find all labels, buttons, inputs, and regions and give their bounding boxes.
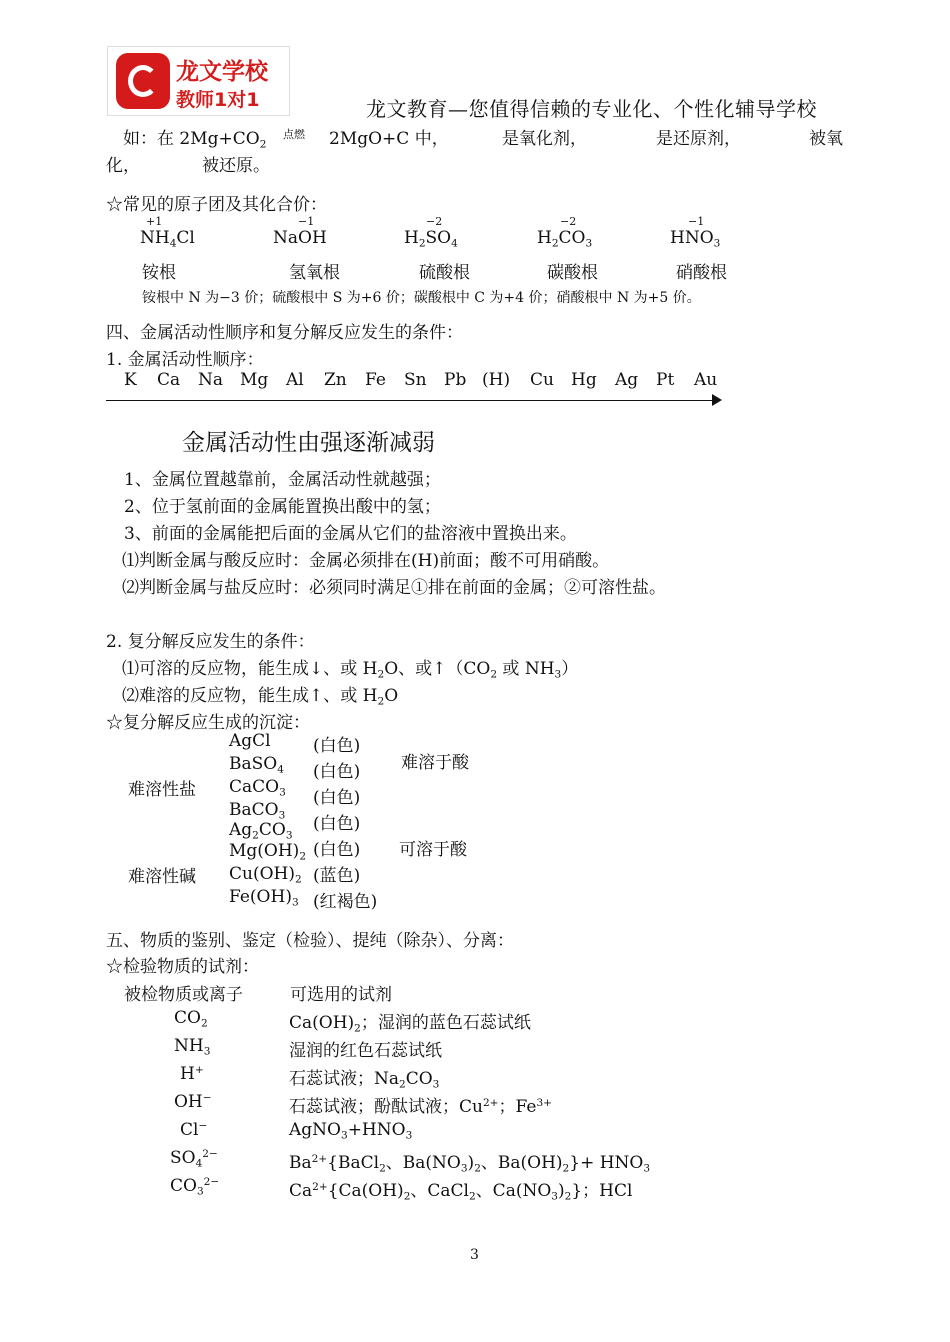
ppt-cuoh2: $Cu(OH)_2$: [229, 864, 302, 886]
color-baso4: (白色): [313, 762, 361, 782]
color-caco3: (白色): [313, 788, 361, 808]
activity-rule-1: 1、金属位置越靠前，金属活动性就越强；: [124, 470, 441, 490]
oxidized-blank: 被氧: [809, 129, 843, 149]
reagent-so4: $Ba^{2+}\{BaCl_2$、$Ba(NO_3)_2$、$Ba(OH)_2\}+ HNO_3$: [289, 1153, 651, 1175]
valence-note: 铵根中 N 为−3 价；硫酸根中 S 为+6 价；碳酸根中 C 为+4 价；硝酸根中 N 为+5 价。: [142, 290, 701, 306]
ion-h: H+: [180, 1064, 204, 1084]
name-nitrate: 硝酸根: [676, 263, 727, 283]
formula-h2co3: $H_2CO_3$: [537, 228, 593, 250]
metal-cu: Cu: [530, 370, 554, 390]
activity-trend: 金属活动性由强逐渐减弱: [182, 430, 435, 456]
header-slogan: 龙文教育—您值得信赖的专业化、个性化辅导学校: [366, 97, 817, 121]
formula-hno3: $HNO_3$: [670, 228, 721, 250]
activity-rule-3: 3、前面的金属能把后面的金属从它们的盐溶液中置换出来。: [124, 524, 577, 544]
metal-fe: Fe: [365, 370, 386, 390]
col-header-reagent: 可选用的试剂: [290, 985, 392, 1005]
color-cuoh2: (蓝色): [313, 866, 361, 886]
page-number: 3: [470, 1247, 479, 1263]
redox-line-2b: 被还原。: [202, 156, 270, 176]
logo-mark-icon: [116, 53, 170, 109]
section-4-heading: 四、金属活动性顺序和复分解反应发生的条件：: [106, 323, 463, 343]
ppt-baco3: BaCO$_3$: [229, 800, 286, 822]
name-sulfate: 硫酸根: [419, 263, 470, 283]
metal-na: Na: [198, 370, 224, 390]
formula-h2so4: $H_2SO_4$: [404, 228, 458, 250]
color-agcl: (白色): [313, 736, 361, 756]
metal-sn: Sn: [404, 370, 427, 390]
metathesis-condition-2: ⑵难溶的反应物，能生成↑、或 $H_2O$: [122, 686, 399, 708]
section-5-heading: 五、物质的鉴别、鉴定（检验）、提纯（除杂）、分离：: [106, 931, 514, 951]
soluble-in-acid: 可溶于酸: [399, 840, 467, 860]
reagent-h: 石蕊试液；$Na_2CO_3$: [289, 1069, 440, 1091]
precipitate-title: ☆复分解反应生成的沉淀：: [106, 713, 310, 733]
metal-pb: Pb: [444, 370, 467, 390]
ion-nh3: $NH_3$: [174, 1036, 211, 1058]
redox-line-2a: 化，: [106, 156, 140, 176]
metal-h: (H): [482, 370, 511, 390]
redox-line-1: 如：在 $2Mg+CO_2$: [123, 129, 267, 151]
metal-k: K: [124, 370, 137, 390]
valence-no3: −1: [688, 215, 705, 228]
valence-nh4: +1: [146, 215, 163, 228]
metal-ca: Ca: [157, 370, 181, 390]
metal-mg: Mg: [240, 370, 269, 390]
col-header-substance: 被检物质或离子: [124, 985, 243, 1005]
valence-oh: −1: [298, 215, 315, 228]
ppt-baso4: BaSO$_4$: [229, 754, 284, 776]
ppt-ag2co3: $Ag_2CO_3$: [229, 820, 293, 842]
activity-rule-4: ⑴判断金属与酸反应时：金属必须排在(H)前面；酸不可用硝酸。: [122, 551, 610, 571]
metal-au: Au: [694, 370, 718, 390]
ion-co3: $CO_3^{2-}$: [170, 1176, 220, 1198]
reagent-oh: 石蕊试液；酚酞试液；$Cu^{2+}$；$Fe^{3+}$: [289, 1097, 552, 1117]
ppt-mgoh2: $Mg(OH)_2$: [229, 841, 307, 863]
metal-ag: Ag: [615, 370, 639, 390]
reagent-co2: $Ca(OH)_2$；湿润的蓝色石蕊试纸: [289, 1013, 531, 1035]
trend-arrow-line: [106, 400, 718, 401]
ppt-feoh3: $Fe(OH)_3$: [229, 887, 299, 909]
activity-rule-5: ⑵判断金属与盐反应时：必须同时满足①排在前面的金属；②可溶性盐。: [122, 578, 666, 598]
reagent-co3: $Ca^{2+}\{Ca(OH)_2$、CaCl$_2$、$Ca(NO_3)_2$}；HCl: [289, 1181, 633, 1203]
ion-cl: Cl−: [180, 1120, 208, 1140]
metathesis-condition-1: ⑴可溶的反应物，能生成↓、或 $H_2O$、或$↑(CO_2$ 或 $NH_3$）: [122, 659, 579, 681]
name-hydroxide: 氢氧根: [289, 263, 340, 283]
name-ammonium: 铵根: [142, 263, 176, 283]
reagent-cl: $AgNO_3+HNO_3$: [289, 1120, 413, 1142]
metal-pt: Pt: [656, 370, 675, 390]
metal-zn: Zn: [324, 370, 347, 390]
color-baco3: (白色): [313, 814, 361, 834]
reaction-condition: 点燃: [283, 128, 305, 141]
color-feoh3: (红褐色): [313, 892, 378, 912]
arrow-right-icon: [712, 394, 722, 406]
formula-naoh: NaOH: [273, 228, 327, 248]
groups-title: ☆常见的原子团及其化合价：: [106, 195, 327, 215]
metal-al: Al: [286, 370, 304, 390]
ion-oh: OH−: [174, 1092, 212, 1112]
school-logo: [107, 46, 290, 116]
formula-nh4cl: $NH_4Cl$: [140, 228, 195, 250]
reductant-blank: 是还原剂，: [656, 129, 741, 149]
activity-subheading: 1. 金属活动性顺序：: [106, 350, 264, 370]
valence-co3: −2: [560, 215, 577, 228]
activity-rule-2: 2、位于氢前面的金属能置换出酸中的氢；: [124, 497, 441, 517]
reagent-title: ☆检验物质的试剂：: [106, 957, 259, 977]
ppt-agcl: AgCl: [229, 731, 271, 751]
ion-co2: $CO_2$: [174, 1008, 208, 1030]
ion-so4: $SO_4^{2-}$: [170, 1148, 218, 1170]
logo-subtitle: 教师1对1: [176, 89, 260, 111]
color-mgoh2: (白色): [313, 840, 361, 860]
metathesis-subheading: 2. 复分解反应发生的条件：: [106, 632, 315, 652]
metal-hg: Hg: [571, 370, 597, 390]
ppt-caco3: CaCO$_3$: [229, 777, 286, 799]
valence-so4: −2: [426, 215, 443, 228]
redox-product: 2MgO+C 中，: [329, 129, 449, 149]
salt-label: 难溶性盐: [128, 780, 196, 800]
base-label: 难溶性碱: [128, 867, 196, 887]
logo-title: 龙文学校: [176, 59, 268, 85]
insoluble-in-acid: 难溶于酸: [401, 753, 469, 773]
name-carbonate: 碳酸根: [547, 263, 598, 283]
reagent-nh3: 湿润的红色石蕊试纸: [289, 1041, 442, 1061]
oxidant-blank: 是氧化剂，: [502, 129, 587, 149]
